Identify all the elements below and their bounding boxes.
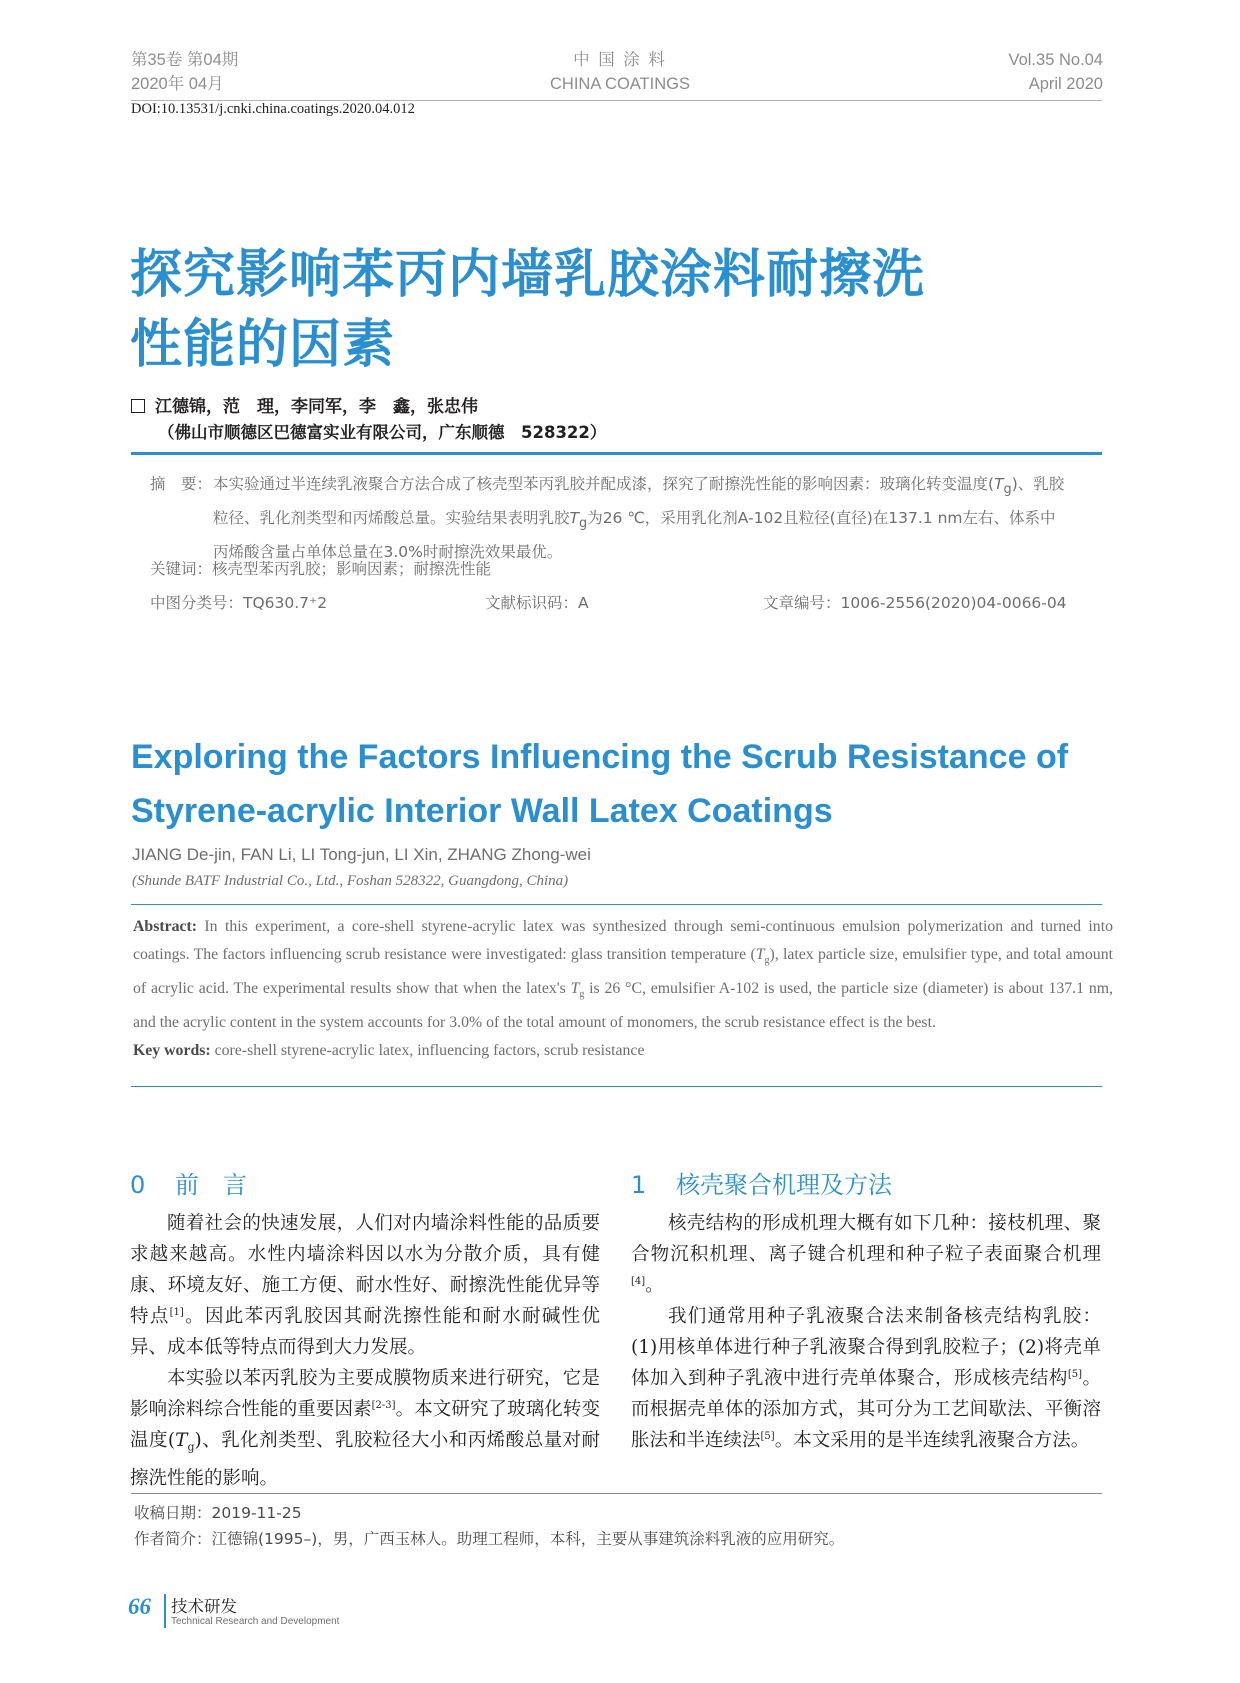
section-label-cn: 技术研发 <box>171 1597 237 1616</box>
title-en-line-1: Exploring the Factors Influencing the Scrub Resistance of <box>131 738 1069 776</box>
body-column-left <box>130 1165 600 1494</box>
abstract-cn-text: 本实验通过半连续乳液聚合方法合成了核壳型苯丙乳胶并配成漆，探究了耐擦洗性能的影响因素：玻璃化转变温度$(T_g)$、乳胶粒径、乳化剂类型和丙烯酸总量。实验结果表明乳胶$T_g$为26 ℃，采用乳化剂A-102且粒径(直径)在137.1 nm左右、体系中丙烯酸含量占单体总量在3.0%时耐擦洗效果最优。 <box>213 475 1065 562</box>
journal-volume-issue-en <box>1009 48 1104 96</box>
doi: DOI:10.13531/j.cnki.china.coatings.2020.04.012 <box>131 101 415 117</box>
abstract-en: Abstract: In this experiment, a core-shell styrene-acrylic latex was synthesized through semi-continuous emulsion polymerization and turned into coatings. The factors influencing scrub resistance were investigated: glass transition temperature $(T_g)$, latex particle size, emulsifier type, and total amount of acrylic acid. The experimental results show that when the latex's $T_g$ is 26 °C, emulsifier A-102 is used, the particle size (diameter) is about 137.1 nm, and the acrylic content in the system accounts for 3.0% of the total amount of monomers, the scrub resistance effect is the best. Key words: core-shell styrene-acrylic latex, influencing factors, scrub resistance <box>133 918 1113 1059</box>
clc-number: 中图分类号：TQ630.7⁺2 <box>150 594 328 612</box>
section-1-paragraph-2: 我们通常用种子乳液聚合法来制备核壳结构乳胶：(1)用核单体进行种子乳液聚合得到乳胶粒子；(2)将壳单体加入到种子乳液中进行壳单体聚合，形成核壳结构[5]。而根据壳单体的添加方式，其可分为工艺间歇法、平衡溶胀法和半连续法[5]。本文采用的是半连续乳液聚合方法。 <box>631 1306 1101 1451</box>
keywords-en-label: Key words: <box>133 1041 211 1059</box>
abstract-top-rule <box>131 904 1102 905</box>
section-0-paragraph-2: 本实验以苯丙乳胶为主要成膜物质来进行研究，它是影响涂料综合性能的重要因素[2-3]。本文研究了玻璃化转变温度$(T_g)$、乳化剂类型、乳胶粒径大小和丙烯酸总量对耐擦洗性能的影响。 <box>130 1368 600 1489</box>
volume-issue-cn: 第35卷 第04期 <box>131 51 239 69</box>
journal-name-cn: 中 国 涂 料 <box>573 51 667 69</box>
affiliation-en: (Shunde BATF Industrial Co., Ltd., Foshan 528322, Guangdong, China) <box>132 873 569 889</box>
abstract-bottom-rule <box>131 1086 1102 1087</box>
affiliation-cn: （佛山市顺德区巴德富实业有限公司，广东顺德 528322） <box>158 423 607 442</box>
volume-issue-en: Vol.35 No.04 <box>1008 51 1103 69</box>
keywords-cn: 关键词：核壳型苯丙乳胶；影响因素；耐擦洗性能 <box>150 560 492 578</box>
abstract-en-label: Abstract: <box>133 918 198 935</box>
title-cn-line-1: 探究影响苯丙内墙乳胶涂料耐擦洗 <box>130 245 926 305</box>
section-label-en: Technical Research and Development <box>171 1616 340 1627</box>
received-date: 收稿日期：2019-11-25 <box>134 1504 302 1522</box>
footer-divider <box>164 1594 166 1628</box>
title-divider <box>131 452 1102 455</box>
date-cn: 2020年 04月 <box>131 75 224 93</box>
page-number: 66 <box>128 1594 151 1619</box>
body-column-right <box>631 1165 1101 1456</box>
title-cn-line-2: 性能的因素 <box>130 315 396 375</box>
section-0-paragraph-1: 随着社会的快速发展，人们对内墙涂料性能的品质要求越来越高。水性内墙涂料因以水为分散介质，具有健康、环境友好、施工方便、耐水性好、耐擦洗性能优异等特点[1]。因此苯丙乳胶因其耐洗擦性能和耐水耐碱性优异、成本低等特点而得到大力发展。 <box>130 1213 600 1358</box>
checkbox-square-icon <box>131 399 145 413</box>
section-1-heading: 1 核壳聚合机理及方法 <box>631 1171 892 1199</box>
keywords-en-text: core-shell styrene-acrylic latex, influencing factors, scrub resistance <box>210 1041 645 1059</box>
date-en: April 2020 <box>1028 75 1103 93</box>
authors-en: JIANG De-jin, FAN Li, LI Tong-jun, LI Xin, ZHANG Zhong-wei <box>132 845 591 864</box>
footnote-rule <box>131 1493 1102 1494</box>
article-number: 文章编号：1006-2556(2020)04-0066-04 <box>763 594 1067 612</box>
title-cn <box>130 240 990 380</box>
abstract-cn <box>150 470 1070 567</box>
document-code: 文献标识码：A <box>485 594 589 612</box>
section-1-paragraph-1: 核壳结构的形成机理大概有如下几种：接枝机理、聚合物沉积机理、离子键合机理和种子粒子表面聚合机理[4]。 <box>631 1213 1101 1296</box>
journal-name-en: CHINA COATINGS <box>550 75 690 93</box>
abstract-cn-label: 摘 要： <box>150 475 213 493</box>
title-en-line-2: Styrene-acrylic Interior Wall Latex Coatings <box>131 792 833 830</box>
authors-cn <box>131 394 478 420</box>
author-bio: 作者简介：江德锦(1995–)，男，广西玉林人。助理工程师，本科，主要从事建筑涂料乳液的应用研究。 <box>134 1530 845 1548</box>
section-0-heading: 0 前 言 <box>130 1171 247 1199</box>
authors-cn-text: 江德锦，范 理，李同军，李 鑫，张忠伟 <box>155 397 478 417</box>
title-en <box>131 730 1091 838</box>
